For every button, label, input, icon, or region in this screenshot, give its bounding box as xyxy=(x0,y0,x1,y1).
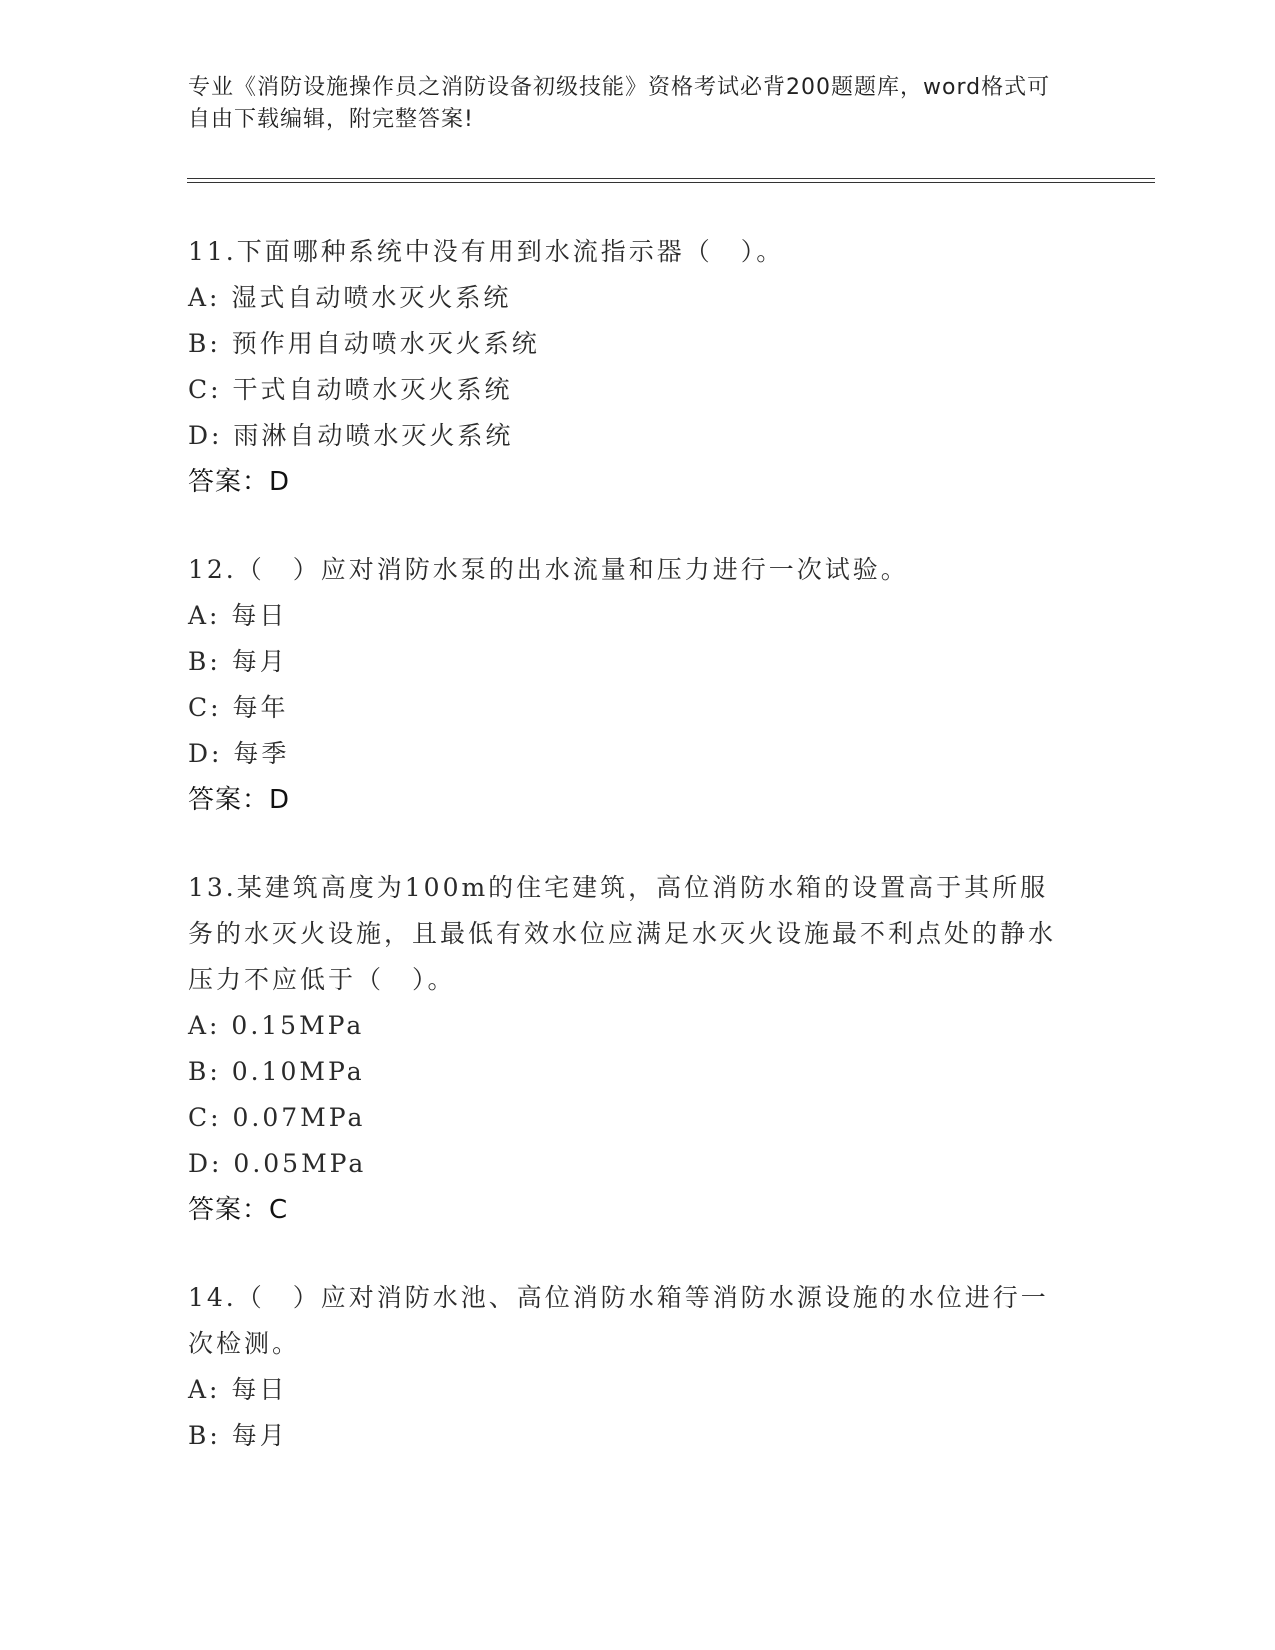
question-stem: 13.某建筑高度为100m的住宅建筑，高位消防水箱的设置高于其所服务的水灭火设施，且最低有效水位应满足水灭火设施最不利点处的静水压力不应低于（ ）。 xyxy=(188,873,1057,994)
question-stem: 11.下面哪种系统中没有用到水流指示器（ ）。 xyxy=(188,237,785,266)
option-d: D: 雨淋自动喷水灭火系统 xyxy=(188,421,514,450)
option-c: C: 0.07MPa xyxy=(188,1103,366,1132)
option-d: D: 0.05MPa xyxy=(188,1149,367,1178)
answer-text: 答案：C xyxy=(188,1195,289,1225)
option-a: A: 湿式自动喷水灭火系统 xyxy=(188,283,512,312)
option-b: B: 预作用自动喷水灭火系统 xyxy=(188,329,540,358)
option-a: A: 每日 xyxy=(188,601,288,630)
question-stem: 12.（ ）应对消防水泵的出水流量和压力进行一次试验。 xyxy=(188,555,909,584)
option-b: B: 每月 xyxy=(188,1421,288,1450)
question-11 xyxy=(188,229,1068,505)
option-b: B: 每月 xyxy=(188,647,288,676)
question-stem: 14.（ ）应对消防水池、高位消防水箱等消防水源设施的水位进行一次检测。 xyxy=(188,1283,1049,1358)
header-divider-bottom xyxy=(187,182,1155,183)
header-divider-top xyxy=(187,178,1155,179)
option-b: B: 0.10MPa xyxy=(188,1057,365,1086)
question-13 xyxy=(188,865,1068,1233)
option-d: D: 每季 xyxy=(188,739,290,768)
question-12 xyxy=(188,547,1068,823)
option-a: A: 每日 xyxy=(188,1375,288,1404)
document-header: 专业《消防设施操作员之消防设备初级技能》资格考试必背200题题库，word格式可自由下载编辑，附完整答案! xyxy=(188,75,1051,132)
option-c: C: 干式自动喷水灭火系统 xyxy=(188,375,513,404)
option-a: A: 0.15MPa xyxy=(188,1011,365,1040)
option-c: C: 每年 xyxy=(188,693,289,722)
answer-text: 答案：D xyxy=(188,467,291,497)
answer-text: 答案：D xyxy=(188,785,291,815)
question-14 xyxy=(188,1275,1068,1459)
